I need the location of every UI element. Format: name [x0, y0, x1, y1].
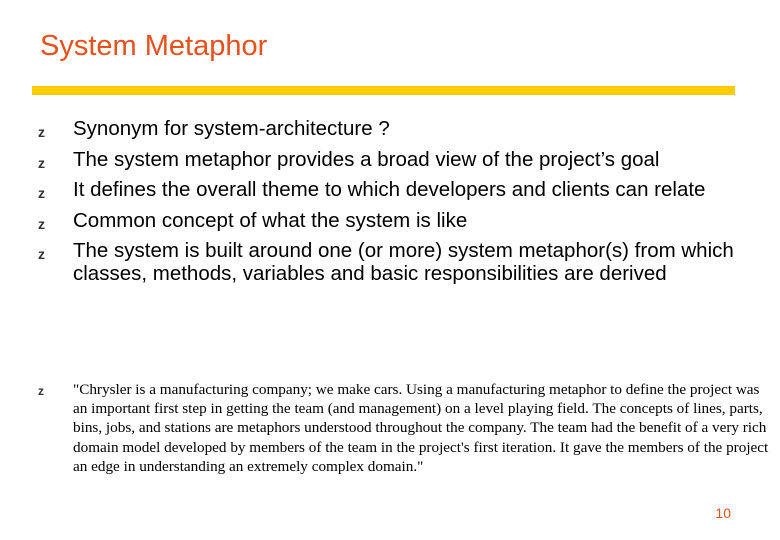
bullet-icon: z: [38, 124, 45, 140]
bullet-icon: z: [38, 154, 45, 171]
title-underline: [32, 86, 735, 95]
bullet-icon: z: [38, 215, 45, 232]
page-number: 10: [715, 505, 731, 521]
slide-title: System Metaphor: [40, 30, 268, 62]
bullet-text: Synonym for system-architecture ?: [73, 117, 390, 140]
bullet-list: [36, 117, 756, 293]
bullet-icon: z: [38, 185, 45, 201]
chrysler-quote: [36, 380, 773, 476]
bullet-text: The system metaphor provides a broad view of the project’s goal: [73, 147, 660, 171]
bullet-item: [36, 178, 756, 201]
bullet-text: Common concept of what the system is like: [73, 208, 468, 232]
quote-text: "Chrysler is a manufacturing company; we make cars. Using a manufacturing metaphor to define the project was an important first step in getting the team (and management) on a level playing field. The concepts of lines, parts, bins, jobs, and stations are metaphors understood throughout the company. The team had the benefit of a very rich domain model developed by members of the team in the project's first iteration. It gave the members of the project an edge in understanding an extremely complex domain.": [73, 381, 769, 475]
bullet-text: The system is built around one (or more) system metaphor(s) from which classes, methods, variables and basic responsibilities are derived: [73, 239, 734, 285]
bullet-item: [36, 148, 756, 171]
bullet-item: [36, 117, 756, 140]
bullet-icon: z: [38, 246, 45, 262]
bullet-item: [36, 239, 756, 285]
bullet-text: It defines the overall theme to which developers and clients can relate: [73, 178, 706, 201]
bullet-item: [36, 209, 756, 232]
bullet-icon: z: [38, 384, 44, 398]
